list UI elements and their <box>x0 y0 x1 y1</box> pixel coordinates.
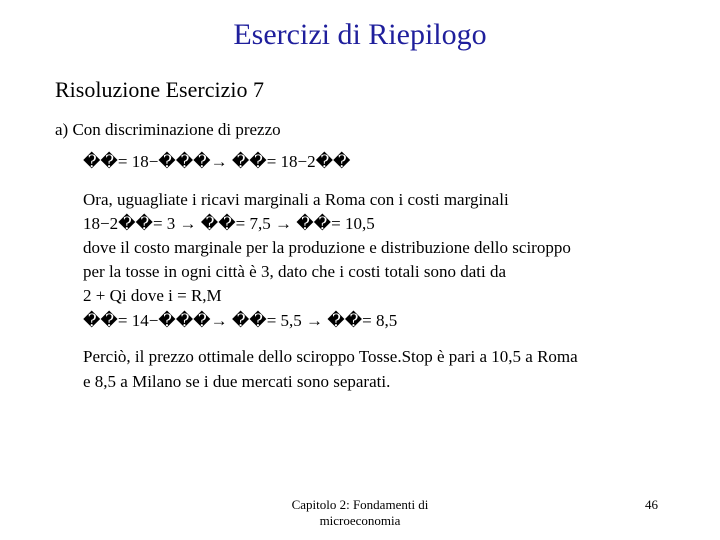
conclusion-line-2: e 8,5 a Milano se i due mercati sono separati. <box>83 372 391 391</box>
slide-title: Esercizi di Riepilogo <box>233 18 487 51</box>
conclusion-line-1: Perciò, il prezzo ottimale dello sciroppo Tosse.Stop è pari a 10,5 a Roma <box>83 347 578 366</box>
section-label: a) Con discriminazione di prezzo <box>55 120 281 139</box>
paragraph-line-4: per la tosse in ogni città è 3, dato che i costi totali sono dati da <box>83 262 507 281</box>
equation-rome: ��= 18−���→ ��= 18−2�� <box>83 152 351 171</box>
page-number: 46 <box>645 497 658 512</box>
equation-milan: ��= 14−���→ ��= 5,5 → ��= 8,5 <box>83 311 398 330</box>
paragraph-line-5: 2 + Qi dove i = R,M <box>83 286 222 305</box>
paragraph-line-2: 18−2��= 3 → ��= 7,5 → ��= 10,5 <box>83 214 375 233</box>
footer-chapter: Capitolo 2: Fondamenti di microeconomia <box>291 497 429 528</box>
paragraph-line-1: Ora, uguagliate i ricavi marginali a Roma con i costi marginali <box>83 190 509 209</box>
paragraph-line-3: dove il costo marginale per la produzione e distribuzione dello sciroppo <box>83 238 571 257</box>
exercise-heading: Risoluzione Esercizio 7 <box>55 77 264 102</box>
